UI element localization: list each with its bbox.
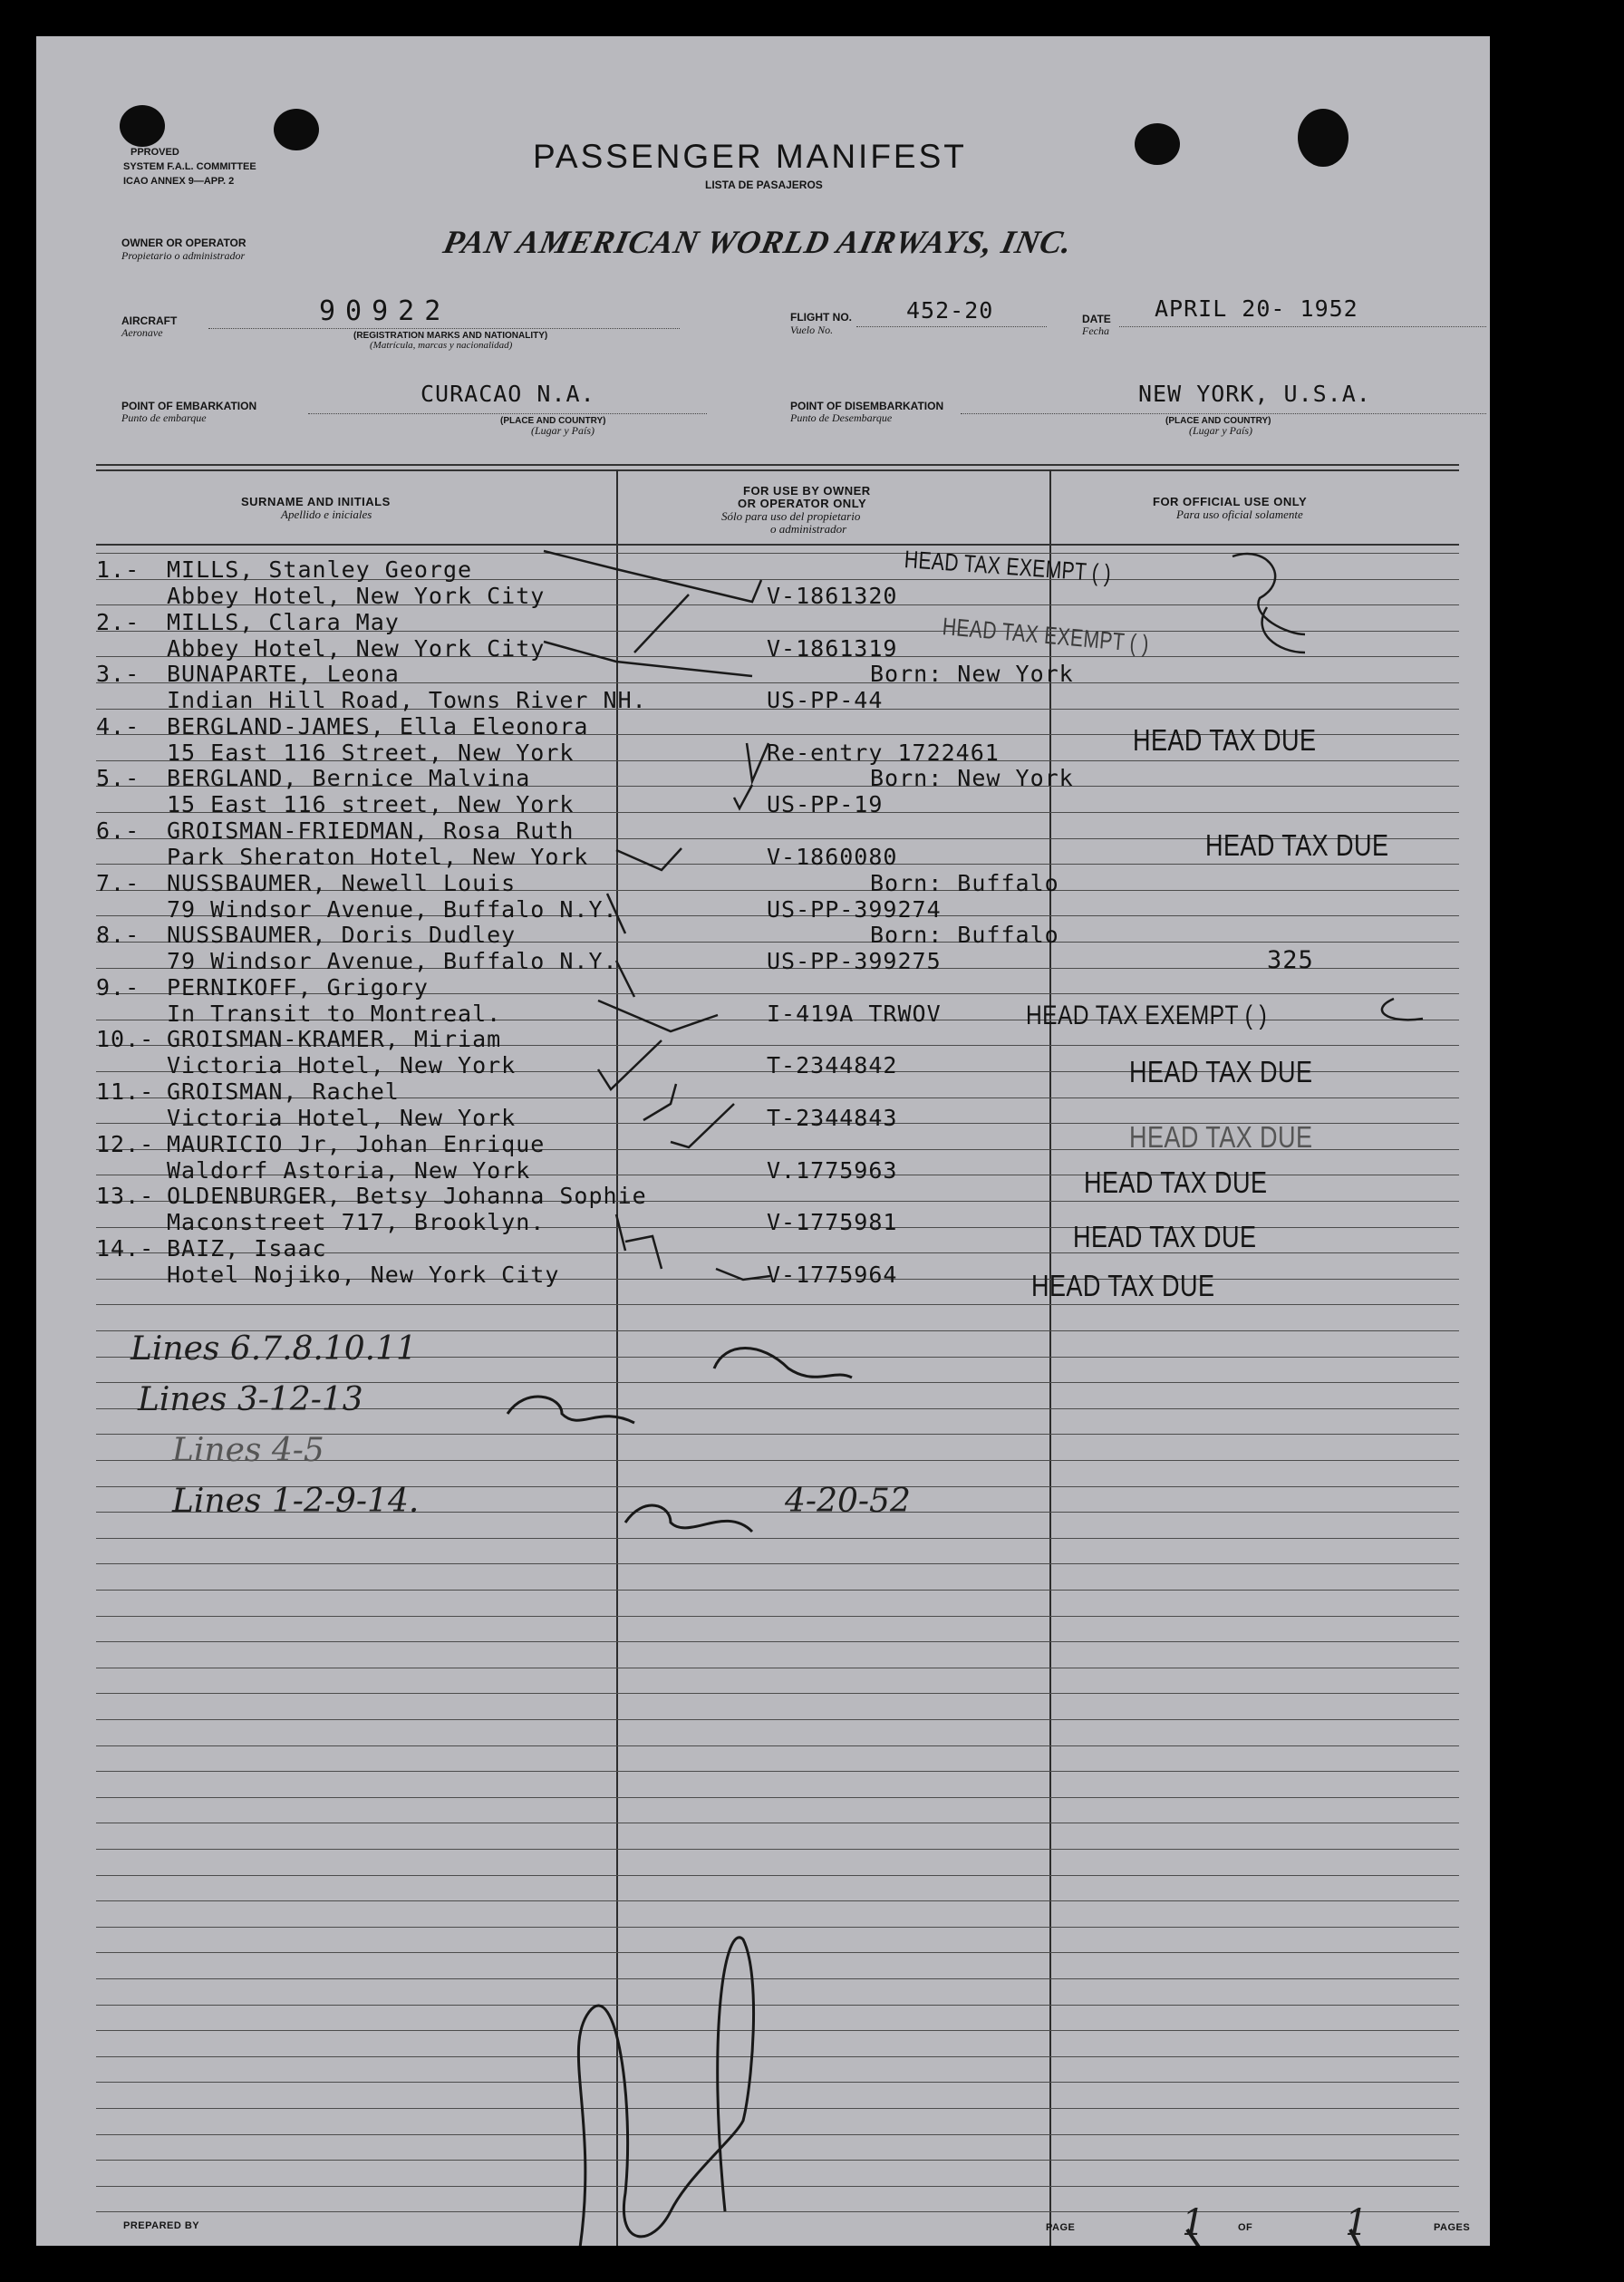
passenger-name: MAURICIO Jr, Johan Enrique [167,1131,546,1157]
passenger-address: 79 Windsor Avenue, Buffalo N.Y. [167,896,618,923]
of-label: OF [1238,2222,1253,2233]
passenger-name: MILLS, Clara May [167,609,400,635]
passenger-name: NUSSBAUMER, Doris Dudley [167,922,517,948]
passenger-born: Born: Buffalo [870,870,1059,896]
official-stamp-4: HEAD TAX DUE [1133,723,1317,757]
passenger-address: 15 East 116 Street, New York [167,740,575,766]
column-header-official: FOR OFFICIAL USE ONLY [1153,495,1308,508]
passenger-name: NUSSBAUMER, Newell Louis [167,870,517,896]
passenger-name: BAIZ, Isaac [167,1235,327,1262]
column-header-surname-es: Apellido e iniciales [281,508,372,521]
passenger-document: V-1775964 [767,1262,898,1288]
passenger-name: BUNAPARTE, Leona [167,661,400,687]
embarkation-place-note: (PLACE AND COUNTRY) [500,416,606,426]
passenger-born: Born: New York [870,765,1074,791]
passenger-document: US-PP-44 [767,687,884,713]
date-label-es: Fecha [1082,324,1109,337]
disembarkation-label: POINT OF DISEMBARKATION [790,400,944,412]
passenger-number: 10.- [96,1026,155,1052]
flight-number-label-es: Vuelo No. [790,324,834,336]
embarkation-value: CURACAO N.A. [420,381,595,407]
column-header-surname: SURNAME AND INITIALS [241,495,391,508]
passenger-document: I-419A TRWOV [767,1001,942,1027]
aircraft-value: 90922 [319,295,451,327]
column-header-official-es: Para uso oficial solamente [1176,508,1303,521]
passenger-number: 1.- [96,556,140,583]
embarkation-label-es: Punto de embarque [121,411,207,424]
passenger-address: 79 Windsor Avenue, Buffalo N.Y. [167,948,618,974]
annotation-date: 4-20-52 [785,1483,911,1520]
owner-label-es: Propietario o administrador [121,249,246,262]
official-stamp-2: HEAD TAX EXEMPT ( ) [941,613,1151,658]
page-number: 1 [1182,2202,1205,2244]
official-stamp-9: HEAD TAX EXEMPT ( ) [1026,1001,1268,1030]
manifest-sheet [36,36,1490,2246]
page-subtitle: LISTA DE PASAJEROS [705,179,823,191]
passenger-document: US-PP-19 [767,791,884,817]
passenger-document: V-1861319 [767,635,898,662]
passenger-name: GROISMAN, Rachel [167,1078,400,1105]
passenger-number: 14.- [96,1235,155,1262]
passenger-address: Indian Hill Road, Towns River NH. [167,687,647,713]
passenger-document: V-1860080 [767,844,898,870]
passenger-number: 7.- [96,870,140,896]
passenger-address: Waldorf Astoria, New York [167,1157,531,1184]
passenger-address: Victoria Hotel, New York [167,1052,517,1078]
passenger-document: V-1775981 [767,1209,898,1235]
passenger-address: Maconstreet 717, Brooklyn. [167,1209,546,1235]
passenger-name: BERGLAND-JAMES, Ella Eleonora [167,713,589,740]
passenger-number: 4.- [96,713,140,740]
passenger-document: Re-entry 1722461 [767,740,1000,766]
aircraft-label: AIRCRAFT [121,314,178,327]
passenger-name: GROISMAN-FRIEDMAN, Rosa Ruth [167,817,575,844]
passenger-document: V.1775963 [767,1157,898,1184]
official-stamp-11: HEAD TAX DUE [1129,1120,1313,1154]
official-stamp-14: HEAD TAX DUE [1031,1269,1215,1302]
approval-line-3: ICAO ANNEX 9—APP. 2 [123,176,235,187]
passenger-address: Abbey Hotel, New York City [167,583,546,609]
flight-number-label: FLIGHT NO. [790,311,852,324]
owner-value: PAN AMERICAN WORLD AIRWAYS, INC. [440,224,1077,260]
passenger-document: V-1861320 [767,583,898,609]
disembarkation-label-es: Punto de Desembarque [790,411,893,424]
approval-line-1: PPROVED [130,147,179,158]
passenger-address: Hotel Nojiko, New York City [167,1262,560,1288]
passenger-number: 6.- [96,817,140,844]
official-stamp-10: HEAD TAX DUE [1129,1055,1313,1088]
page-label: PAGE [1046,2222,1076,2233]
disembarkation-value: NEW YORK, U.S.A. [1138,381,1371,407]
official-stamp-6: HEAD TAX DUE [1205,828,1389,862]
aircraft-note: (REGISTRATION MARKS AND NATIONALITY) [353,331,548,341]
owner-label: OWNER OR OPERATOR [121,237,246,249]
passenger-number: 5.- [96,765,140,791]
official-stamp-12: HEAD TAX DUE [1084,1165,1268,1199]
passenger-number: 9.- [96,974,140,1001]
flight-number-value: 452-20 [906,297,994,324]
passenger-number: 3.- [96,661,140,687]
passenger-born: Born: New York [870,661,1074,687]
passenger-number: 11.- [96,1078,155,1105]
passenger-number: 8.- [96,922,140,948]
passenger-number: 12.- [96,1131,155,1157]
date-label: DATE [1082,313,1111,325]
page-title: PASSENGER MANIFEST [533,138,967,175]
passenger-name: OLDENBURGER, Betsy Johanna Sophie [167,1183,647,1209]
passenger-document: T-2344843 [767,1105,898,1131]
approval-line-2: SYSTEM F.A.L. COMMITTEE [123,161,256,172]
annotation-lines-4: Lines 1-2-9-14. [172,1483,420,1520]
embarkation-place-note-es: (Lugar y País) [531,424,594,437]
check-marks [36,36,1490,2246]
column-header-owner-es-1: Sólo para uso del propietario [721,509,861,523]
passenger-name: MILLS, Stanley George [167,556,473,583]
aircraft-note-es: (Matrícula, marcas y nacionalidad) [370,340,513,351]
passenger-address: Park Sheraton Hotel, New York [167,844,589,870]
annotation-lines-2: Lines 3-12-13 [138,1381,363,1418]
pages-label: PAGES [1434,2222,1471,2233]
passenger-document: US-PP-399274 [767,896,942,923]
passenger-number: 13.- [96,1183,155,1209]
disembarkation-place-note-es: (Lugar y País) [1189,424,1252,437]
passenger-name: PERNIKOFF, Grigory [167,974,429,1001]
official-stamp-1: HEAD TAX EXEMPT ( ) [903,546,1113,587]
passenger-address: In Transit to Montreal. [167,1001,502,1027]
annotation-lines-1: Lines 6.7.8.10.11 [130,1330,417,1368]
aircraft-label-es: Aeronave [121,326,163,339]
passenger-address: 15 East 116 street, New York [167,791,575,817]
date-value: APRIL 20- 1952 [1155,295,1358,322]
passenger-document: US-PP-399275 [767,948,942,974]
prepared-by-label: PREPARED BY [123,2220,200,2231]
column-header-owner-1: FOR USE BY OWNER [743,484,871,498]
official-stamp-13: HEAD TAX DUE [1073,1220,1257,1253]
passenger-number: 2.- [96,609,140,635]
passenger-born: Born: Buffalo [870,922,1059,948]
annotation-lines-3: Lines 4-5 [172,1432,324,1469]
column-header-owner-2: OR OPERATOR ONLY [738,497,867,510]
column-header-owner-es-2: o administrador [770,522,847,536]
page-total: 1 [1345,2202,1368,2244]
passenger-name: GROISMAN-KRAMER, Miriam [167,1026,502,1052]
passenger-address: Abbey Hotel, New York City [167,635,546,662]
embarkation-label: POINT OF EMBARKATION [121,400,257,412]
official-stamp-8: 325 [1267,946,1314,974]
disembarkation-place-note: (PLACE AND COUNTRY) [1165,416,1271,426]
passenger-document: T-2344842 [767,1052,898,1078]
passenger-address: Victoria Hotel, New York [167,1105,517,1131]
passenger-name: BERGLAND, Bernice Malvina [167,765,531,791]
